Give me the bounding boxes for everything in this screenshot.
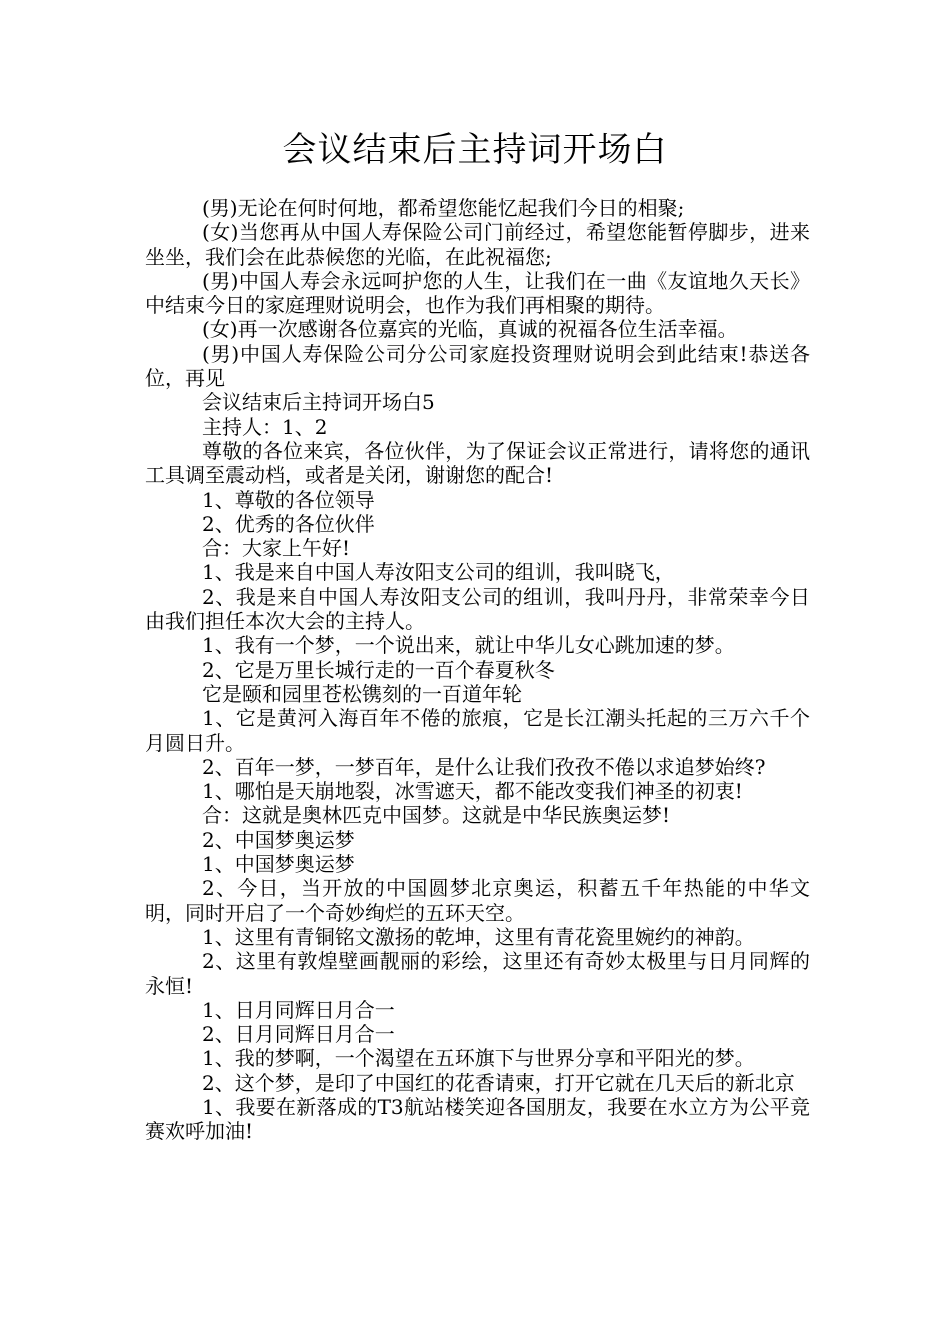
body-paragraph: 2、日月同辉日月合一	[202, 1022, 395, 1047]
body-paragraph: 2、它是万里长城行走的一百个春夏秋冬	[202, 657, 555, 682]
body-paragraph: (女)当您再从中国人寿保险公司门前经过，希望您能暂停脚步，进来坐坐，我们会在此恭候您的光临，在此祝福您;	[145, 220, 810, 269]
body-paragraph: 1、中国梦奥运梦	[202, 852, 355, 877]
body-paragraph: 尊敬的各位来宾，各位伙伴，为了保证会议正常进行，请将您的通讯工具调至震动档，或者是关闭，谢谢您的配合!	[145, 438, 810, 488]
body-paragraph: (男)中国人寿保险公司分公司家庭投资理财说明会到此结束!恭送各位，再见	[145, 341, 810, 391]
body-paragraph: (男)无论在何时何地，都希望您能忆起我们今日的相聚;	[202, 196, 685, 220]
body-paragraph: 合：大家上午好!	[202, 536, 351, 561]
body-paragraph: 1、我是来自中国人寿汝阳支公司的组训，我叫晓飞，	[202, 560, 675, 585]
document-body	[145, 196, 810, 1144]
body-paragraph: 1、哪怕是天崩地裂，冰雪遮天，都不能改变我们神圣的初衷!	[202, 779, 743, 804]
document-title: 会议结束后主持词开场白	[282, 130, 668, 170]
body-paragraph: 2、这里有敦煌壁画靓丽的彩绘，这里还有奇妙太极里与日月同辉的永恒!	[145, 949, 810, 998]
body-paragraph: 1、这里有青铜铭文激扬的乾坤，这里有青花瓷里婉约的神韵。	[202, 924, 755, 949]
body-paragraph: 1、日月同辉日月合一	[202, 997, 395, 1022]
body-paragraph: 它是颐和园里苍松镌刻的一百道年轮	[202, 681, 522, 706]
body-paragraph: 会议结束后主持词开场白5	[202, 390, 435, 415]
body-paragraph: 1、它是黄河入海百年不倦的旅痕，它是长江潮头托起的三万六千个月圆日升。	[145, 706, 810, 755]
body-paragraph: 2、百年一梦，一梦百年，是什么让我们孜孜不倦以求追梦始终?	[202, 754, 766, 779]
body-paragraph: 合：这就是奥林匹克中国梦。这就是中华民族奥运梦!	[202, 803, 671, 828]
body-paragraph: 2、我是来自中国人寿汝阳支公司的组训，我叫丹丹，非常荣幸今日由我们担任本次大会的主持人。	[145, 584, 810, 634]
body-paragraph: 主持人：1、2	[202, 414, 328, 439]
body-paragraph: 1、尊敬的各位领导	[202, 487, 375, 512]
body-paragraph: 1、我的梦啊，一个渴望在五环旗下与世界分享和平阳光的梦。	[202, 1046, 755, 1071]
body-paragraph: 2、今日，当开放的中国圆梦北京奥运，积蓄五千年热能的中华文明，同时开启了一个奇妙绚烂的五环天空。	[145, 876, 810, 925]
body-paragraph: (男)中国人寿会永远呵护您的人生，让我们在一曲《友谊地久天长》中结束今日的家庭理财说明会，也作为我们再相聚的期待。	[145, 268, 810, 318]
body-paragraph: 1、我要在新落成的T3航站楼笑迎各国朋友，我要在水立方为公平竞赛欢呼加油!	[145, 1094, 810, 1144]
body-paragraph: 2、优秀的各位伙伴	[202, 511, 375, 536]
body-paragraph: 2、中国梦奥运梦	[202, 827, 355, 852]
body-paragraph: 2、这个梦，是印了中国红的花香请柬，打开它就在几天后的新北京	[202, 1070, 795, 1095]
body-paragraph: 1、我有一个梦，一个说出来，就让中华儿女心跳加速的梦。	[202, 633, 735, 658]
body-paragraph: (女)再一次感谢各位嘉宾的光临，真诚的祝福各位生活幸福。	[202, 317, 738, 342]
